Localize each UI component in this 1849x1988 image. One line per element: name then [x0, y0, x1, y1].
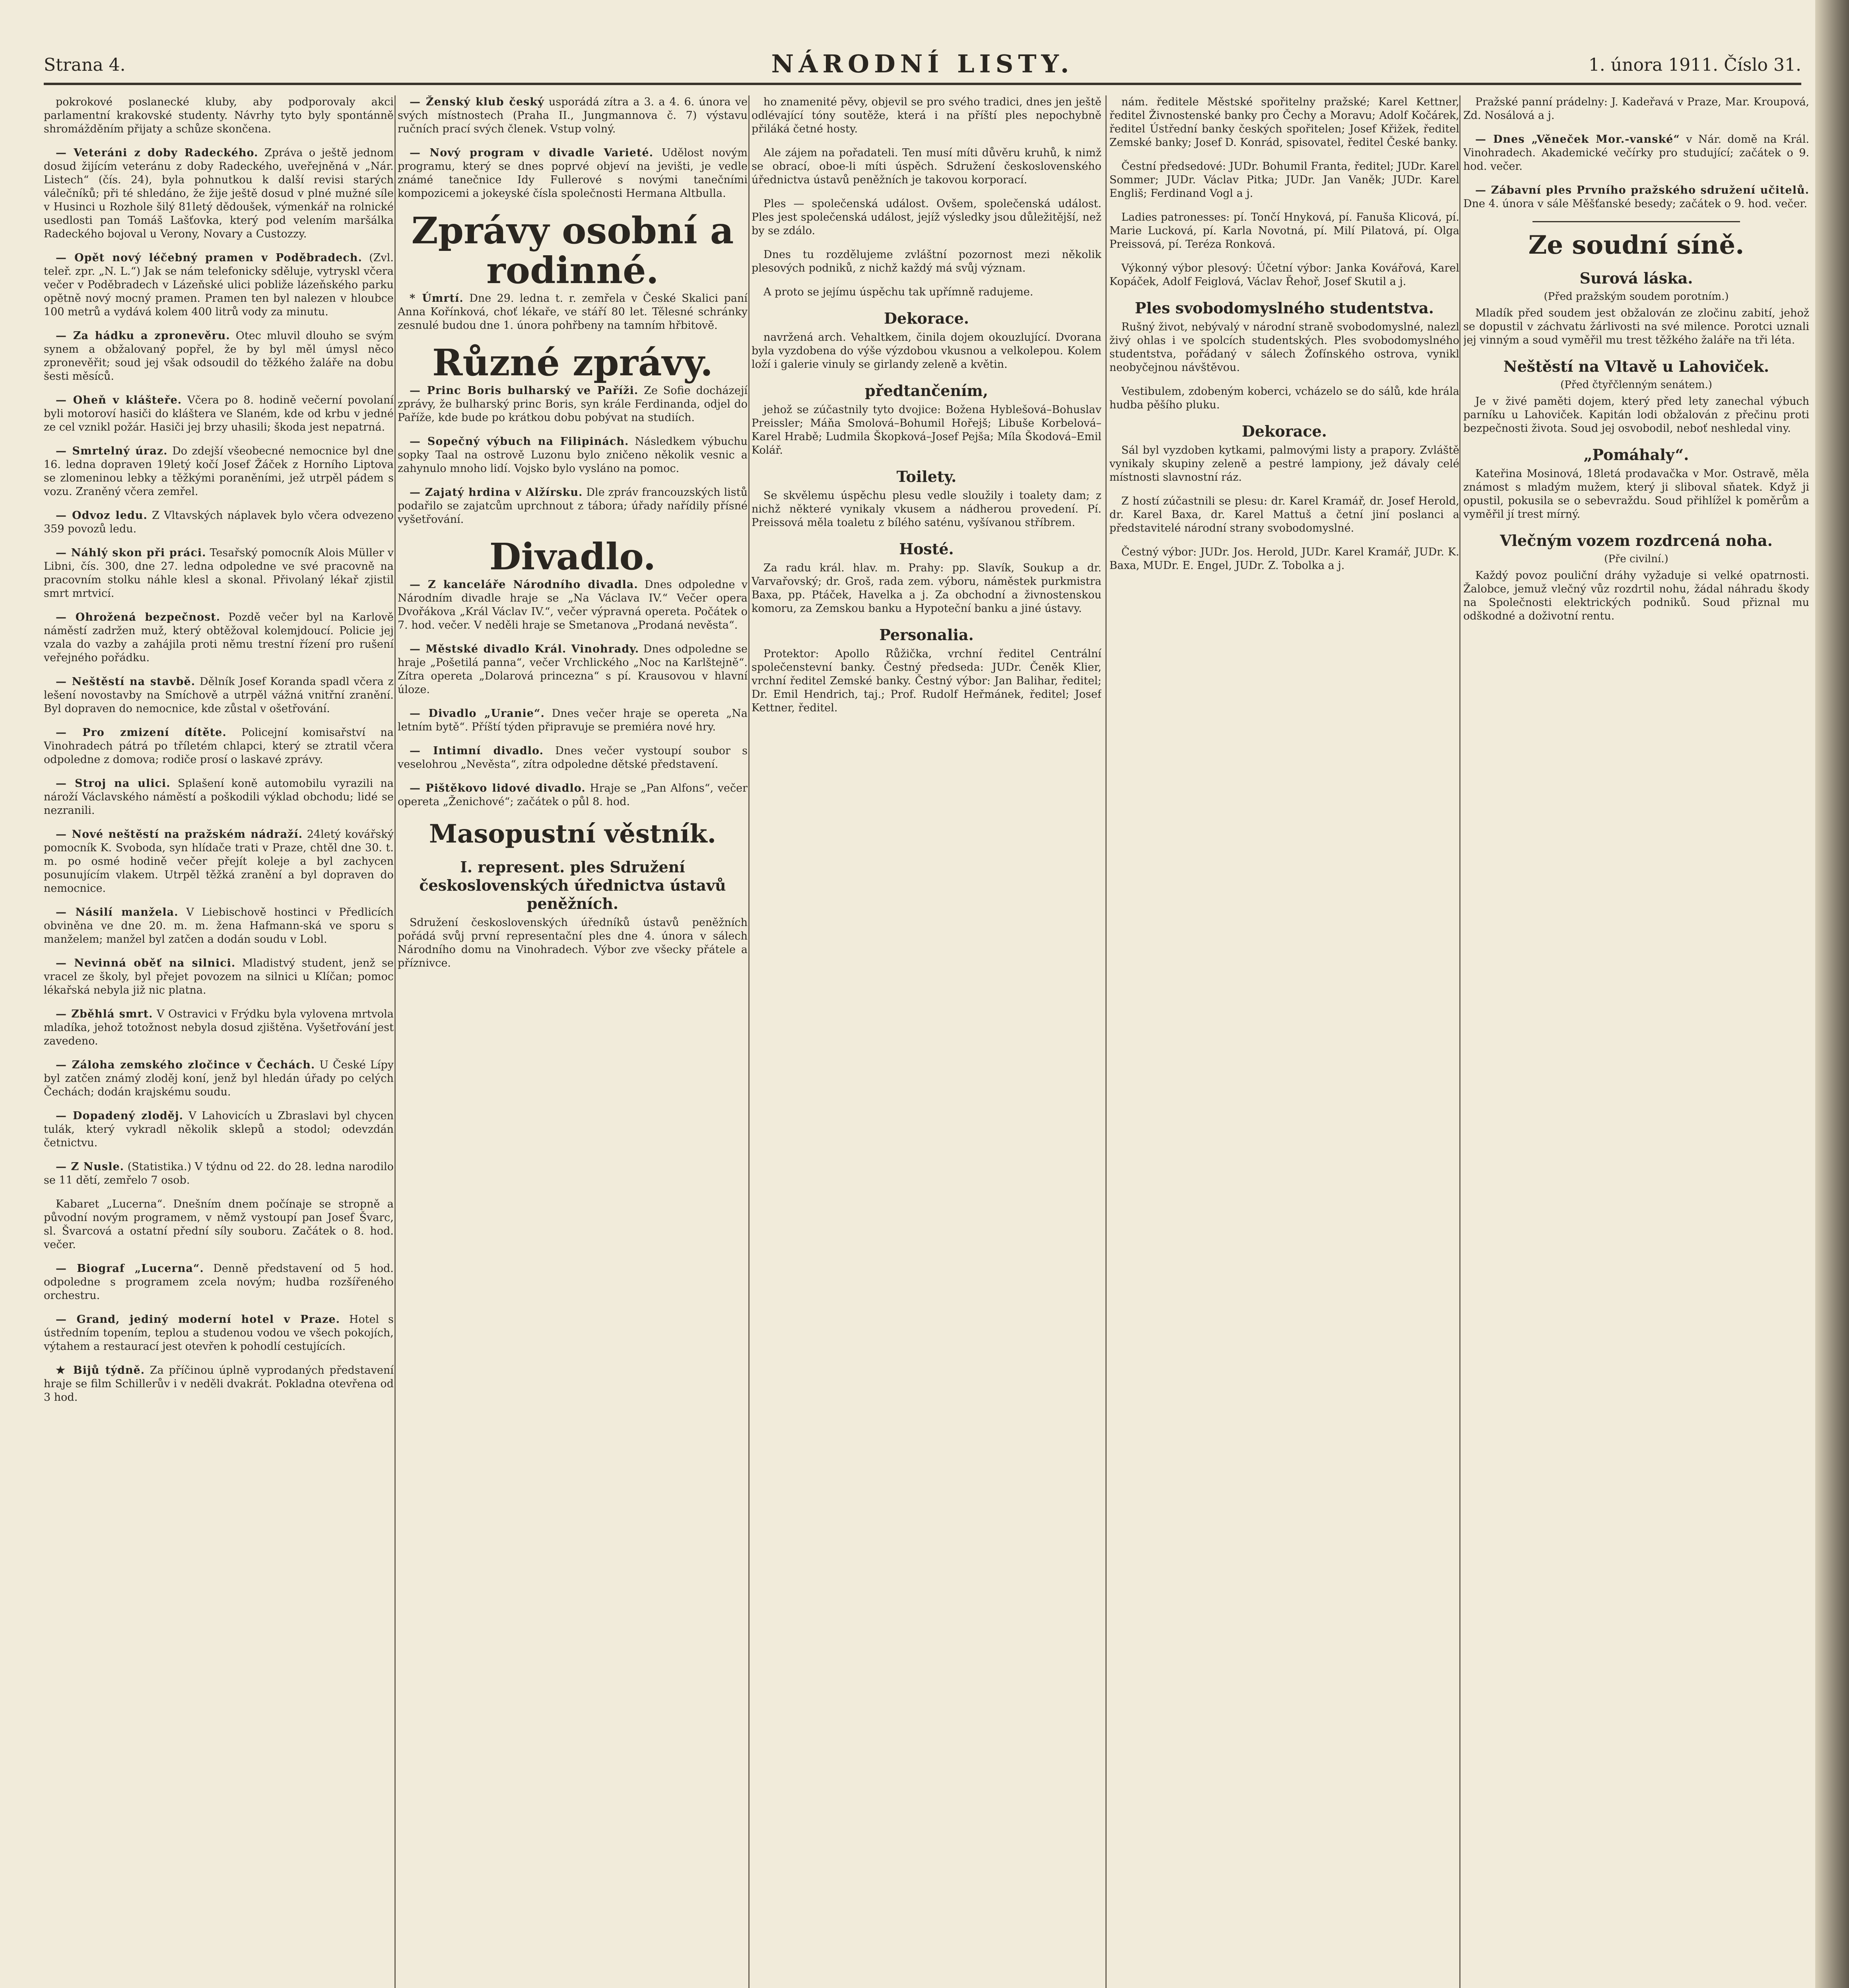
article-body: Pozdě večer byl na Karlově náměstí zadržen muž, který obtěžoval kolemjdoucí. Policie jej vzala do vazby a zahájila proti němu trestní řízení pro rušení veřejného pořádku. — [44, 611, 394, 664]
article-text — [1109, 262, 1459, 289]
article-paragraph — [44, 1262, 394, 1303]
article-paragraph — [44, 445, 394, 499]
article-paragraph — [44, 675, 394, 716]
article-paragraph — [44, 1008, 394, 1048]
article-body: Dnes tu rozdělujeme zvláštní pozornost mezi několik plesových podniků, z nichž každý má svůj význam. — [752, 248, 1101, 274]
article-kicker: — Princ Boris bulharský ve Paříži. — [410, 384, 639, 397]
article-body: Z hostí zúčastnili se plesu: dr. Karel Kramář, dr. Josef Herold, dr. Karel Baxa, dr. Karel Mattuš a četní jiní poslanci a představitelé národní strany svobodomyslné. — [1109, 495, 1459, 534]
article-paragraph — [44, 394, 394, 434]
article-paragraph — [1109, 546, 1459, 573]
article-body: Dělník Josef Koranda spadl včera z lešení novostavby na Smíchově a utrpěl vážná vnitřní zranění. Byl dopraven do nemocnice, kde zůstal v ošetřování. — [44, 676, 394, 715]
issue-date: 1. února 1911. Číslo 31. — [1588, 55, 1801, 75]
article-kicker: ★ Bijů týdně. — [56, 1364, 145, 1376]
article-paragraph — [44, 509, 394, 536]
article-body: Každý povoz pouliční dráhy vyžaduje si velké opatrnosti. Žalobce, jemuž vlečný vůz rozdrtil nohu, žádal náhradu škody na Společnosti elektrických podniků. Soud přiznal mu odškodné a doživotní rentu. — [1463, 569, 1809, 622]
newspaper-title: NÁRODNÍ LISTY. — [771, 49, 1074, 78]
article-body: Mladistvý student, jenž se vracel ze školy, byl přejet povozem na silnici u Klíčan; pomoc lékařská nebyla již nic platna. — [44, 957, 394, 996]
article-body: U České Lípy byl zatčen známý zloděj koní, jenž byl hledán úřady po celých Čechách; dodán krajskému soudu. — [44, 1059, 394, 1098]
article-text — [398, 292, 748, 332]
court-article-2-dateline: (Před čtyřčlenným senátem.) — [1560, 379, 1712, 391]
article-text — [44, 611, 394, 665]
article-body: Z Vltavských náplavek bylo včera odvezeno 359 povozů ledu. — [44, 509, 394, 535]
article-text — [44, 1262, 394, 1303]
subhead-personalia: Personalia. — [879, 626, 974, 644]
article-kicker: — Opět nový léčebný pramen v Poděbradech. — [56, 252, 362, 264]
carnival-article-title: I. represent. ples Sdružení československých úřednictva ústavů peněžních. — [419, 858, 726, 912]
article-paragraph — [44, 546, 394, 600]
article-text — [44, 1058, 394, 1099]
article-paragraph — [752, 285, 1101, 299]
article-text — [752, 146, 1101, 187]
article-body: Dnes večer hraje se opereta „Na letním bytě“. Příští týden připravuje se premiéra nové hry. — [398, 707, 748, 733]
article-kicker: — Zábavní ples Prvního pražského sdružení učitelů. — [1475, 184, 1809, 196]
article-body: Pražské panní prádelny: J. Kadeřavá v Praze, Mar. Kroupová, Zd. Nosálová a j. — [1463, 96, 1809, 122]
article-body: Hotel s ústředním topením, teplou a studenou vodou ve všech pokojích, výtahem a restaurací jest otevřen k pohodlí cestujících. — [44, 1313, 394, 1353]
article-paragraph — [1109, 320, 1459, 375]
article-body: Zpráva o ještě jednom dosud žijícím veteránu z doby Radeckého, uveřejněná v „Nár. Listech“ (čís. 24), byla pohnutkou k další revisi starých válečníků; při té shledáno, že žije ještě dosud v plné mužné síle v Husinci u Rozhole šilý 81letý dědoušek, výmenkář na rolnické usedlosti pan Tomáš Lašťovka, který pod velením maršálka Radeckého bojoval u Verony, Novary a Custozzy. — [44, 147, 394, 240]
article-paragraph — [398, 292, 748, 332]
subhead-decoration-2: Dekorace. — [1242, 422, 1327, 440]
section-heading-carnival: Masopustní věstník. — [429, 819, 716, 849]
article-body: Tesařský pomocník Alois Müller v Libni, čís. 300, dne 27. ledna odpoledne ve své pracovně na pracovním stolku náhle klesl a skonal. Přivolaný lékař zjistil smrt mrtvicí. — [44, 547, 394, 600]
article-text — [1109, 211, 1459, 251]
article-text — [44, 1313, 394, 1353]
article-body: Policejní komisařství na Vinohradech pátrá po tříletém chlapci, který se ztratil včera odpoledne z domova; rodiče prosí o laskavé zprávy. — [44, 726, 394, 766]
article-body: v Nár. domě na Král. Vinohradech. Akademické večírky pro studující; začátek o 9. hod. večer. — [1463, 133, 1809, 173]
article-body: ho znamenité pěvy, objevil se pro svého tradici, dnes jen ještě odlévající tóny soutěže, která i na příští ples nepochybně přiláká četné hosty. — [752, 96, 1101, 135]
article-text — [752, 561, 1101, 615]
article-body: Dne 29. ledna t. r. zemřela v České Skalici paní Anna Kořínková, choť lékaře, ve stáří 80 let. Tělesné schránky zesnulé budou dne 1. února pohřbeny na tamním hřbitově. — [398, 292, 748, 332]
article-text — [752, 489, 1101, 530]
article-body: (Statistika.) V týdnu od 22. do 28. ledna narodilo se 11 dětí, zemřelo 7 osob. — [44, 1161, 394, 1186]
article-text — [1463, 569, 1809, 623]
section-heading-theatre: Divadlo. — [489, 535, 656, 578]
article-text — [398, 384, 748, 425]
article-paragraph — [44, 1109, 394, 1150]
column-rule — [394, 95, 396, 1988]
article-text — [1109, 546, 1459, 573]
article-paragraph — [1463, 307, 1809, 347]
article-paragraph — [1463, 95, 1809, 122]
article-kicker: — Biograf „Lucerna“. — [56, 1262, 204, 1275]
article-text — [398, 146, 748, 200]
article-body: (Zvl. teleř. zpr. „N. L.“) Jak se nám telefonicky sděluje, vytryskl včera večer v Poděbradech v Lázeňské ulici pobliže lázeňského parku opětně nový mocný pramen. Pramen ten byl nalezen v hloubce 100 metrů a vydává kolem 400 litrů vody za minutu. — [44, 252, 394, 318]
article-text — [44, 251, 394, 319]
subhead-pre-dance: předtančením, — [865, 382, 988, 400]
article-body: Udělost novým programu, který se dnes poprvé objeví na jevišti, je vedle známé tanečnice Idy Fullerové s novými tanečními kompozicemi a jokeyské čísla společnosti Hermana Altbulla. — [398, 147, 748, 200]
article-paragraph — [398, 782, 748, 809]
article-text — [44, 1109, 394, 1150]
article-kicker: — Nové neštěstí na pražském nádraží. — [56, 828, 303, 841]
article-paragraph — [398, 916, 748, 970]
article-paragraph — [752, 146, 1101, 187]
column-rule — [1105, 95, 1107, 1988]
article-paragraph — [44, 611, 394, 665]
article-paragraph — [44, 957, 394, 997]
article-body: Hraje se „Pan Alfons“, večer opereta „Ženichové“; začátek o půl 8. hod. — [398, 782, 748, 808]
article-body: Otec mluvil dlouho se svým synem a obžalovaný popřel, že by byl měl úmysl něco zpronevěřit; soud jej však odsoudil do těžkého žaláře na dobu šesti měsíců. — [44, 330, 394, 382]
student-ball-title: Ples svobodomyslného studentstva. — [1135, 299, 1434, 317]
article-text — [44, 828, 394, 895]
article-text — [1109, 95, 1459, 149]
court-article-4-dateline: (Pře civilní.) — [1604, 553, 1668, 565]
article-paragraph — [398, 146, 748, 200]
article-text — [398, 782, 748, 809]
article-text — [1109, 320, 1459, 375]
article-body: usporádá zítra a 3. a 4. 6. února ve svých místnostech (Praha II., Jungmannova č. 7) výstavu ručních prací svých členek. Vstup volný. — [398, 96, 748, 135]
article-kicker: — Stroj na ulici. — [56, 777, 171, 790]
court-article-1-dateline: (Před pražským soudem porotním.) — [1544, 291, 1729, 303]
article-body: Za radu král. hlav. m. Prahy: pp. Slavík, Soukup a dr. Varvařovský; dr. Groš, rada zem. výboru, náměstek purkmistra Baxa, pp. Ptáček, Havelka a j. Za obchodní a živnostenskou komoru, za Zemskou banku a Hypoteční banku a jiné ústavy. — [752, 562, 1101, 615]
article-text — [44, 329, 394, 383]
page-number: Strana 4. — [44, 55, 126, 75]
article-kicker: — Odvoz ledu. — [56, 509, 148, 522]
article-kicker: — Zběhlá smrt. — [56, 1008, 153, 1020]
article-body: Ze Sofie docházejí zprávy, že bulharský princ Boris, syn krále Ferdinanda, odjel do Paříže, kde bude po krátkou dobu pobývat na studiích. — [398, 384, 748, 424]
article-text — [1463, 307, 1809, 347]
article-paragraph — [1463, 467, 1809, 521]
article-paragraph — [752, 95, 1101, 136]
article-body: Výkonný výbor plesový: Účetní výbor: Janka Kovářová, Karel Kopáček, Adolf Feiglová, Václav Řehoř, Josef Skutil a j. — [1109, 262, 1459, 288]
article-text — [398, 643, 748, 697]
article-text — [1463, 467, 1809, 521]
article-text — [44, 957, 394, 997]
article-paragraph — [752, 197, 1101, 238]
article-text — [44, 726, 394, 767]
page-edge-shadow — [1815, 0, 1849, 1988]
article-paragraph — [1463, 395, 1809, 435]
article-text — [398, 916, 748, 970]
article-text — [44, 546, 394, 600]
article-kicker: — Z Nusle. — [56, 1161, 124, 1173]
article-kicker: — Dopadený zloděj. — [56, 1110, 184, 1122]
column-4 — [1109, 95, 1459, 1988]
article-text — [398, 578, 748, 632]
article-paragraph — [44, 329, 394, 383]
subhead-guests: Hosté. — [899, 540, 954, 558]
article-paragraph — [752, 489, 1101, 530]
article-paragraph — [44, 251, 394, 319]
article-kicker: — Veteráni z doby Radeckého. — [56, 147, 258, 159]
article-body: Ples — společenská událost. Ovšem, společenská událost. Ples jest společenská událost, jejíž výsledky jsou důležitější, než by se zdálo. — [752, 198, 1101, 237]
article-paragraph — [398, 707, 748, 734]
article-body: nám. ředitele Městské spořitelny pražské; Karel Kettner, ředitel Živnostenské banky pro Čechy a Moravu; Adolf Kočárek, ředitel Ústřední banky českých spořitelen; Josef Křižek, ředitel Zemské banky; Josef D. Konrád, spisovatel, ředitel České banky. — [1109, 96, 1459, 149]
article-paragraph — [44, 1364, 394, 1404]
article-paragraph — [44, 906, 394, 946]
article-paragraph — [398, 384, 748, 425]
article-body: Splašení koně automobilu vyrazili na nároží Václavského náměstí a poškodili výklad obchodu; lidé se nezranili. — [44, 777, 394, 817]
article-body: Kabaret „Lucerna“. Dnešním dnem počínaje se stropně a původní novým programem, v němž vystoupí pan Josef Švarc, sl. Švarcová a ostatní přední síly souboru. Začátek o 8. hod. večer. — [44, 1198, 394, 1251]
article-body: Následkem výbuchu sopky Taal na ostrově Luzonu bylo zničeno několik vesnic a zahynulo mnoho lidí. Vojsko bylo vysláno na pomoc. — [398, 435, 748, 475]
article-text — [398, 486, 748, 526]
article-text — [398, 95, 748, 136]
article-text — [1463, 95, 1809, 122]
article-text — [1109, 444, 1459, 484]
article-paragraph — [752, 403, 1101, 457]
article-text — [1463, 184, 1809, 211]
article-text — [44, 1198, 394, 1252]
article-body: pokrokové poslanecké kluby, aby podporovaly akci parlamentní krakovské studenty. Návrhy tyto byly spontánně shromážděním přijaty a schůze skončena. — [44, 96, 394, 135]
article-kicker: — Nový program v divadle Varieté. — [410, 147, 654, 159]
article-body: Dnes odpoledne v Národním divadle hraje se „Na Václava IV.“ Večer opera Dvořákova „Král Václav IV.“, večer výpravná opereta. Počátek o 7. hod. večer. V neděli hraje se Smetanova „Prodaná nevěsta“. — [398, 579, 748, 631]
column-3 — [752, 95, 1101, 1988]
court-section-heading: Ze soudní síně. — [1528, 230, 1744, 260]
article-text — [44, 906, 394, 946]
section-heading-misc: Různé zprávy. — [432, 341, 713, 384]
article-body: V Liebischově hostinci v Předlicích obviněna ve dne 20. m. m. žena Hafmann-ská ve sporu s manželem; manžel byl zatčen a dodán soudu v Lobl. — [44, 906, 394, 945]
article-paragraph — [44, 1058, 394, 1099]
article-body: Sdružení československých úředníků ústavů peněžních pořádá svůj první representační ples dne 4. února v sálech Národního domu na Vinohradech. Výbor zve všecky přátele a příznivce. — [398, 916, 748, 969]
article-paragraph — [398, 578, 748, 632]
article-text — [44, 509, 394, 536]
article-text — [1463, 133, 1809, 173]
article-body: Dne 4. února v sále Měšťanské besedy; začátek o 9. hod. večer. — [1463, 198, 1807, 210]
article-body: Dle zpráv francouzských listů podařilo se zajatcům uprchnout z tábora; úřady nařídily přísné vyšetřování. — [398, 486, 748, 526]
article-kicker: — Náhlý skon při práci. — [56, 547, 206, 559]
article-paragraph — [1109, 444, 1459, 484]
article-text — [398, 707, 748, 734]
article-body: navržená arch. Vehaltkem, činila dojem okouzlující. Dvorana byla vyzdobena do výše výzdobou vkusnou a velkolepou. Kolem loží i galerie vinuly se girlandy zeleně a květin. — [752, 331, 1101, 371]
article-body: V Ostravici v Frýdku byla vylovena mrtvola mladíka, jehož totožnost nebyla dosud zjištěna. Vyšetřování jest zavedeno. — [44, 1008, 394, 1047]
article-body: Včera po 8. hodině večerní povolaní byli motoroví hasiči do kláštera ve Slaném, kde od krbu v jedné ze cel vznikl požár. Hasiči jej brzy uhasili; škoda jest nepatrná. — [44, 394, 394, 433]
article-text — [752, 647, 1101, 715]
subhead-toilets: Toilety. — [896, 468, 957, 485]
article-text — [398, 435, 748, 476]
article-text — [752, 331, 1101, 371]
article-body: Se skvělemu úspěchu plesu vedle sloužily i toalety dam; z nichž některé vynikaly vkusem a nádherou provedení. Pí. Preissová měla toaletu z bílého saténu, vyšívanou stříbrem. — [752, 489, 1101, 529]
article-body: Čestní předsedové: JUDr. Bohumil Franta, ředitel; JUDr. Karel Sommer; JUDr. Václav Pitka; JUDr. Jan Vaněk; JUDr. Karel Engliš; Ferdinand Vogl a j. — [1109, 160, 1459, 200]
article-text — [44, 675, 394, 716]
article-kicker: — Intimní divadlo. — [410, 745, 544, 757]
article-body: V Lahovicích u Zbraslavi byl chycen tulák, který vykradl několik sklepů a stodol; odevzdán četnictvu. — [44, 1110, 394, 1149]
article-paragraph — [44, 726, 394, 767]
article-paragraph — [1463, 133, 1809, 173]
article-text — [44, 777, 394, 817]
article-body: Za příčinou úplně vyprodaných představení hraje se film Schillerův i v neděli dvakrát. Pokladna otevřena od 3 hod. — [44, 1364, 394, 1404]
column-5 — [1463, 95, 1809, 1988]
article-body: Ale zájem na pořadateli. Ten musí míti důvěru kruhů, k nimž se obrací, oboe-li míti úspěch. Sdružení československého úřednictva ústavů peněžních je takovou korporací. — [752, 147, 1101, 186]
article-body: A proto se jejímu úspěchu tak upřímně radujeme. — [763, 286, 1033, 298]
article-paragraph — [1109, 211, 1459, 251]
article-paragraph — [44, 1160, 394, 1187]
article-kicker: * Úmrtí. — [410, 292, 464, 305]
article-kicker: — Neštěstí na stavbě. — [56, 676, 196, 688]
article-text — [752, 248, 1101, 275]
article-kicker: — Dnes „Věneček Mor.-vanské“ — [1475, 133, 1680, 146]
column-rule — [1459, 95, 1461, 1988]
article-paragraph — [752, 248, 1101, 275]
article-text — [1109, 160, 1459, 200]
article-paragraph — [1109, 95, 1459, 149]
article-body: Dnes večer vystoupí soubor s veselohrou „Nevěsta“, zítra odpoledne dětské představení. — [398, 745, 748, 771]
article-paragraph — [44, 146, 394, 241]
article-body: Denně představení od 5 hod. odpoledne s programem zcela novým; hudba rozšířeného orchestru. — [44, 1262, 394, 1302]
article-text — [752, 95, 1101, 136]
court-article-1-title: Surová láska. — [1579, 269, 1693, 287]
article-paragraph — [44, 828, 394, 895]
article-kicker: — Záloha zemského zločince v Čechách. — [56, 1059, 315, 1071]
article-paragraph — [752, 647, 1101, 715]
article-body: Mladík před soudem jest obžalován ze zločinu zabití, jehož se dopustil v záchvatu žárlivosti na své milence. Porotci uznali jej vinným a soud vyměřil mu trest těžkého žaláře na tři léta. — [1463, 307, 1809, 346]
article-text — [752, 285, 1101, 299]
article-text — [44, 1008, 394, 1048]
section-heading-personal: Zprávy osobní a rodinné. — [411, 209, 734, 292]
article-body: Vestibulem, zdobeným koberci, vcházelo se do sálů, kde hrála hudba pěšího pluku. — [1109, 385, 1459, 411]
article-text — [398, 744, 748, 771]
article-paragraph — [44, 777, 394, 817]
article-paragraph — [1109, 495, 1459, 535]
article-body: Sál byl vyzdoben kytkami, palmovými listy a prapory. Zvláště vynikaly skupiny zeleně a pestré lampiony, jež dávaly celé místnosti slavnostní ráz. — [1109, 444, 1459, 483]
article-paragraph — [398, 486, 748, 526]
article-kicker: — Zajatý hrdina v Alžírsku. — [410, 486, 583, 499]
article-text — [44, 146, 394, 241]
article-body: Rušný život, nebývalý v národní straně svobodomyslné, nalezl živý ohlas i ve spolcích studentských. Ples svobodomyslného studentstva, pořádaný v sálech Žofínského ostrova, vynikl neobyčejnou návštěvou. — [1109, 321, 1459, 374]
article-text — [1109, 385, 1459, 412]
article-text — [44, 1160, 394, 1187]
article-kicker: — Pištěkovo lidové divadlo. — [410, 782, 586, 794]
article-kicker: — Divadlo „Uranie“. — [410, 707, 545, 720]
article-kicker: — Ohrožená bezpečnost. — [56, 611, 221, 623]
column-2 — [398, 95, 748, 1988]
subhead-decoration: Dekorace. — [884, 309, 969, 327]
article-paragraph — [1463, 569, 1809, 623]
article-body: 24letý kovářský pomocník K. Svoboda, syn hlídače trati v Praze, chtěl dne 30. t. m. po osmé hodině večer přejít koleje a byl zachycen posunujícím vlakem. Utrpěl těžká zranění a byl dopraven do nemocnice. — [44, 828, 394, 895]
article-body: Protektor: Apollo Růžička, vrchní ředitel Centrální společenstevní banky. Čestný předseda: JUDr. Čeněk Klier, vrchní ředitel Zemské banky. Čestný výbor: Jan Balihar, ředitel; Dr. Emil Hendrich, taj.; Prof. Rudolf Heřmánek, ředitel; Josef Kettner, ředitel. — [752, 648, 1101, 714]
article-kicker: — Z kanceláře Národního divadla. — [410, 579, 638, 591]
article-paragraph — [44, 1198, 394, 1252]
divider — [1532, 221, 1740, 222]
court-article-3-title: „Pomáhaly“. — [1583, 446, 1689, 464]
article-body: Kateřina Mosinová, 18letá prodavačka v Mor. Ostravě, měla známost s mladým mužem, který ji sliboval sňatek. Když ji opustil, pokusila se o sebevraždu. Soud přihlížel k poměrům a vyměřil jí trest mírný. — [1463, 468, 1809, 520]
article-kicker: — Za hádku a zpronevěru. — [56, 330, 230, 342]
article-paragraph — [752, 331, 1101, 371]
article-text — [44, 394, 394, 434]
article-paragraph — [1109, 160, 1459, 200]
article-body: Čestný výbor: JUDr. Jos. Herold, JUDr. Karel Kramář, JUDr. K. Baxa, MUDr. E. Engel, JUDr. Z. Tobolka a j. — [1109, 546, 1459, 572]
article-paragraph — [752, 561, 1101, 615]
article-text — [1109, 495, 1459, 535]
article-kicker: — Oheň v klášteře. — [56, 394, 182, 406]
article-text — [44, 1364, 394, 1404]
article-paragraph — [44, 95, 394, 136]
article-kicker: — Grand, jediný moderní hotel v Praze. — [56, 1313, 340, 1326]
article-paragraph — [1109, 262, 1459, 289]
article-kicker: — Ženský klub český — [410, 96, 544, 108]
article-text — [1463, 395, 1809, 435]
article-paragraph — [398, 95, 748, 136]
court-article-4-title: Vlečným vozem rozdrcená noha. — [1500, 532, 1773, 549]
column-1 — [44, 95, 394, 1988]
article-paragraph — [44, 1313, 394, 1353]
article-body: Do zdejší všeobecné nemocnice byl dne 16. ledna dopraven 19letý kočí Josef Žáček z Horního Liptova se zlomeninou lebky a těžkými poraněními, jež utrpěl pádem s vozu. Zraněný včera zemřel. — [44, 445, 394, 498]
article-kicker: — Smrtelný úraz. — [56, 445, 168, 457]
article-text — [44, 445, 394, 499]
article-kicker: — Pro zmizení dítěte. — [56, 726, 227, 739]
article-kicker: — Nevinná oběť na silnici. — [56, 957, 236, 969]
article-paragraph — [1109, 385, 1459, 412]
article-text — [752, 197, 1101, 238]
article-text — [44, 95, 394, 136]
article-body: jehož se zúčastnily tyto dvojice: Božena Hyblešová–Bohuslav Preissler; Máňa Smolová–Bohumil Hořejš; Libuše Korbelová–Karel Hrabě; Ludmila Škopková–Josef Pejša; Míla Škodová–Emil Kolář. — [752, 404, 1101, 456]
article-kicker: — Sopečný výbuch na Filipinách. — [410, 435, 629, 448]
article-paragraph — [398, 643, 748, 697]
article-body: Je v živé paměti dojem, který před lety zanechal výbuch parníku u Lahoviček. Kapitán lodi obžalován z přečinu proti bezpečnosti života. Soud jej osvobodil, neboť neshledal viny. — [1463, 395, 1809, 435]
masthead — [44, 47, 1801, 85]
article-body: Dnes odpoledne se hraje „Pošetilá panna“, večer Vrchlického „Noc na Karlštejně“. Zítra opereta „Dolarová princezna“ s pí. Krausovou v hlavní úloze. — [398, 643, 748, 696]
article-body: Ladies patronesses: pí. Tončí Hnyková, pí. Fanuša Klicová, pí. Marie Lucková, pí. Karla Novotná, pí. Milí Pilatová, pí. Olga Preissová, pí. Teréza Ronková. — [1109, 211, 1459, 250]
column-rule — [748, 95, 750, 1988]
article-paragraph — [398, 744, 748, 771]
court-article-2-title: Neštěstí na Vltavě u Lahoviček. — [1503, 357, 1769, 375]
article-kicker: — Městské divadlo Král. Vinohrady. — [410, 643, 639, 655]
article-kicker: — Násilí manžela. — [56, 906, 179, 918]
article-paragraph — [398, 435, 748, 476]
article-paragraph — [1463, 184, 1809, 211]
article-text — [752, 403, 1101, 457]
